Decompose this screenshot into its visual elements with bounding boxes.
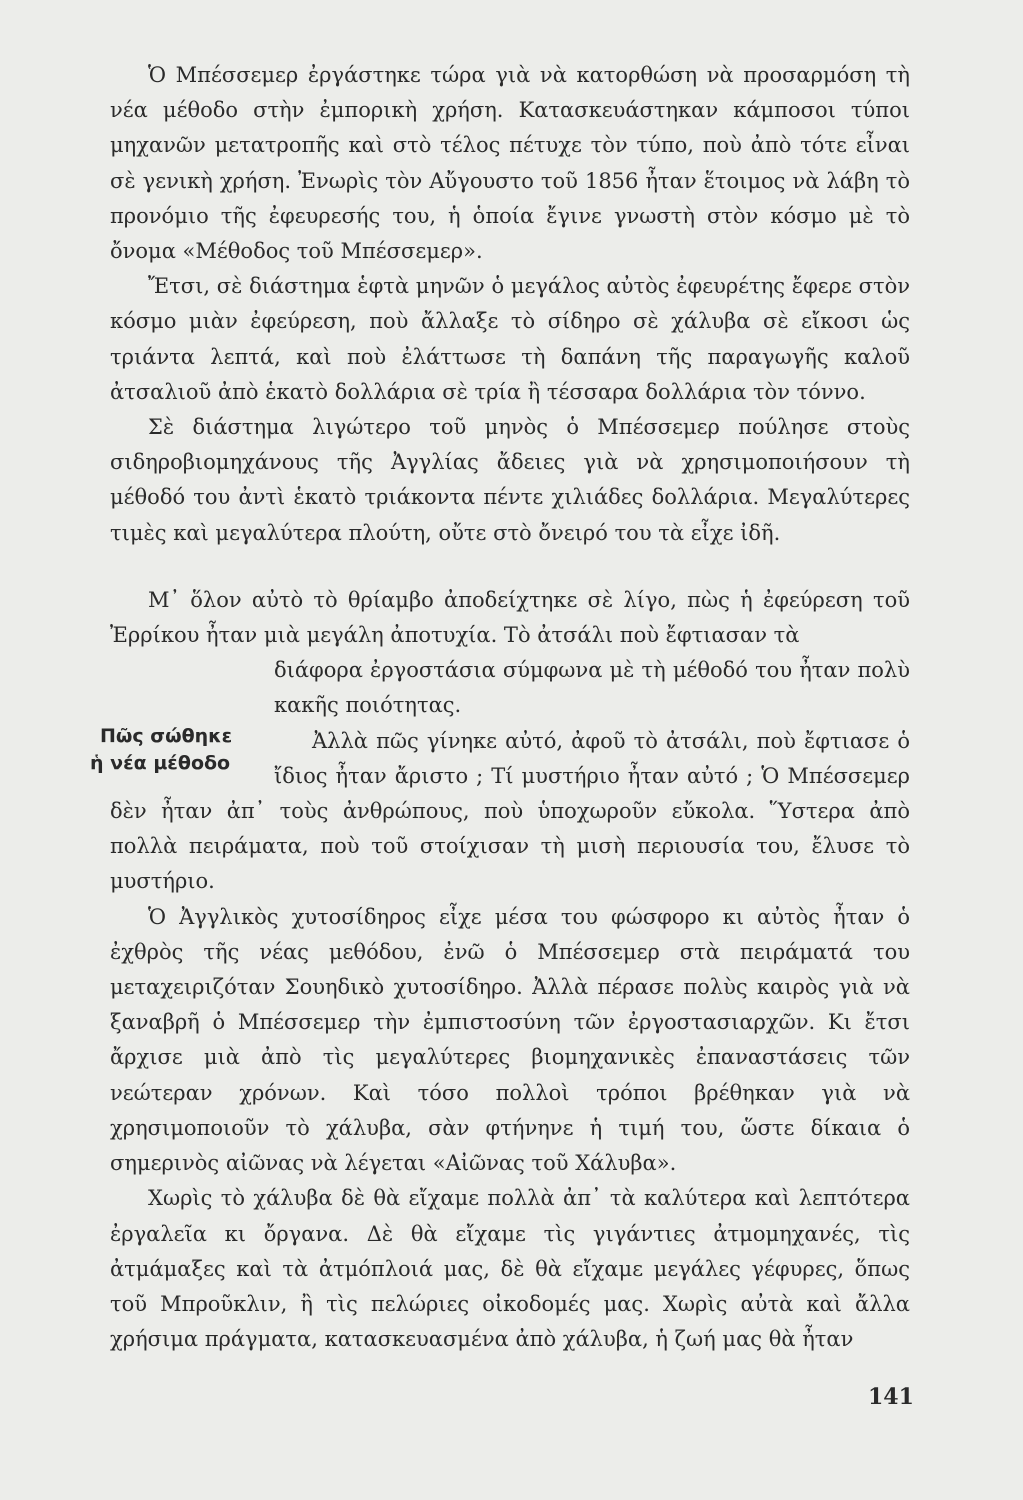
body-text: [90, 58, 910, 1357]
paragraph: Μ᾿ ὅλον αὐτὸ τὸ θρίαμβο ἀποδείχτηκε σὲ λίγο, πὼς ἡ ἐφεύρεση τοῦ Ἐρρίκου ἦταν μιὰ μεγάλη ἀποτυχία. Τὸ ἀτσάλι ποὺ ἔφτιασαν τὰ: [110, 587, 910, 648]
margin-heading-line: Πῶς σώθηκε: [100, 725, 233, 748]
paragraph: Χωρὶς τὸ χάλυβα δὲ θὰ εἴχαμε πολλὰ ἀπ᾿ τὰ καλύτερα καὶ λεπτότερα ἐργαλεῖα κι ὄργανα. Δὲ θὰ εἴχαμε τὶς γιγάντιες ἀτμομηχανές, τὶς ἀτμάμαξες καὶ τὰ ἀτμόπλοιά μας, δὲ θὰ εἴχαμε μεγάλες γέφυρες, ὅπως τοῦ Μπροῦκλιν, ἢ τὶς πελώριες οἰκοδομές μας. Χωρὶς αὐτὰ καὶ ἄλλα χρήσιμα πράγματα, κατασκευασμένα ἀπὸ χάλυβα, ἡ ζωή μας θὰ ἦταν: [110, 1186, 910, 1352]
paragraph: Ὁ Μπέσσεμερ ἐργάστηκε τώρα γιὰ νὰ κατορθώση νὰ προσαρμόση τὴ νέα μέθοδο στὴν ἐμπορικὴ χρήση. Κατασκευάστηκαν κάμποσοι τύποι μηχανῶν μετατροπῆς καὶ στὸ τέλος πέτυχε τὸν τύπο, ποὺ ἀπὸ τότε εἶναι σὲ γενικὴ χρήση. Ἐνωρὶς τὸν Αὔγουστο τοῦ 1856 ἦταν ἕτοιμος νὰ λάβη τὸ προνόμιο τῆς ἐφευρεσής του, ἡ ὁποία ἔγινε γνωστὴ στὸν κόσμο μὲ τὸ ὄνομα «Μέθοδος τοῦ Μπέσσεμερ».: [110, 63, 910, 264]
paragraph: Ἔτσι, σὲ διάστημα ἑφτὰ μηνῶν ὁ μεγάλος αὐτὸς ἐφευρέτης ἔφερε στὸν κόσμο μιὰν ἐφεύρεση, ποὺ ἄλλαξε τὸ σίδηρο σὲ χάλυβα σὲ εἴκοσι ὡς τριάντα λεπτά, καὶ ποὺ ἐλάττωσε τὴ δαπάνη τῆς παραγωγῆς καλοῦ ἀτσαλιοῦ ἀπὸ ἑκατὸ δολλάρια σὲ τρία ἢ τέσσαρα δολλάρια τὸν τόννο.: [110, 274, 910, 404]
margin-heading-line: ἡ νέα μέθοδο: [90, 752, 231, 775]
paragraph: Σὲ διάστημα λιγώτερο τοῦ μηνὸς ὁ Μπέσσεμερ πούλησε στοὺς σιδηροβιομηχάνους τῆς Ἀγγλίας ἄδειες γιὰ νὰ χρησιμοποιήσουν τὴ μέθοδό του ἀντὶ ἑκατὸ τριάκοντα πέντε χιλιάδες δολλάρια. Μεγαλύτερες τιμὲς καὶ μεγαλύτερα πλούτη, οὔτε στὸ ὄνειρό του τὰ εἶχε ἰδῆ.: [110, 415, 910, 545]
paragraph: Ὁ Ἀγγλικὸς χυτοσίδηρος εἶχε μέσα του φώσφορο κι αὐτὸς ἦταν ὁ ἐχθρὸς τῆς νέας μεθόδου, ἐνῶ ὁ Μπέσσεμερ στὰ πειράματά του μεταχειριζόταν Σουηδικὸ χυτοσίδηρο. Ἀλλὰ πέρασε πολὺς καιρὸς γιὰ νὰ ξαναβρῆ ὁ Μπέσσεμερ τὴν ἐμπιστοσύνη τῶν ἐργοστασιαρχῶν. Κι ἔτσι ἄρχισε μιὰ ἀπὸ τὶς μεγαλύτερες βιομηχανικὲς ἐπαναστάσεις τῶν νεώτεραν χρόνων. Καὶ τόσο πολλοὶ τρόποι βρέθηκαν γιὰ νὰ χρησιμοποιοῦν τὸ χάλυβα, σὰν φτήνηνε ἡ τιμή του, ὥστε δίκαια ὁ σημερινὸς αἰῶνας νὰ λέγεται «Αἰῶνας τοῦ Χάλυβα».: [110, 904, 910, 1176]
page-number: 141: [868, 1384, 914, 1410]
margin-heading: [90, 723, 262, 777]
paragraph: Ἀλλὰ πῶς γίνηκε αὐτό, ἀφοῦ τὸ ἀτσάλι, ποὺ ἔφτιασε ὁ ἴδιος ἦταν ἄριστο ; Τί μυστήριο ἦταν αὐτό ; Ὁ Μπέσσεμερ δὲν ἦταν ἀπ᾿ τοὺς ἀνθρώπους, ποὺ ὑποχωροῦν εὔκολα. Ὕστερα ἀπὸ πολλὰ πειράματα, ποὺ τοῦ στοίχισαν τὴ μισὴ περιουσία του, ἔλυσε τὸ μυστήριο.: [110, 728, 910, 894]
section-gap: [110, 551, 910, 583]
paragraph-continuation: διάφορα ἐργοστάσια σύμφωνα μὲ τὴ μέθοδό του ἦταν πολὺ κακῆς ποιότητας.: [274, 658, 910, 718]
